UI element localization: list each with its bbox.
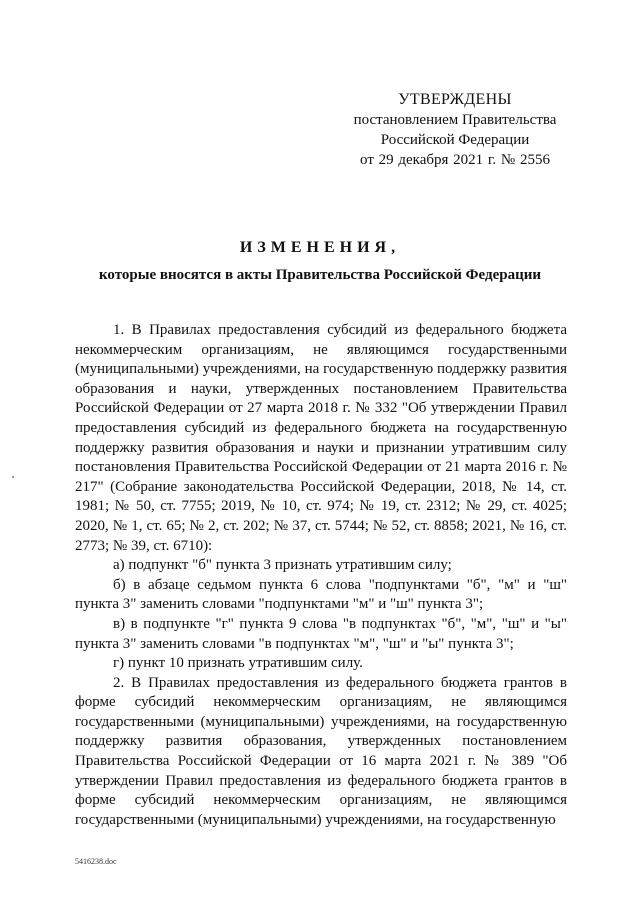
document-subtitle: которые вносятся в акты Правительства Российской Федерации (98, 267, 542, 283)
paragraph-2: 2. В Правилах предоставления из федерального бюджета грантов в форме субсидий некоммерческим организациям, не являющимся государственными (муниципальными) учреждениями, на государственную поддержку развития образования, утвержденных постановлением Правительства Российской Федерации от 16 марта 2021 г. № 389 "Об утверждении Правил предоставления из федерального бюджета грантов в форме субсидий некоммерческим организациям, не являющимся государственными (муниципальными) учреждениями, на государственную (75, 674, 567, 828)
approval-heading: УТВЕРЖДЕНЫ (398, 91, 512, 108)
paragraph-1-b: б) в абзаце седьмом пункта 6 слова "подпунктами "б", "м" и "ш" пункта 3" заменить словами "подпунктами "м" и "ш" пункта 3"; (75, 576, 567, 613)
approval-block (340, 90, 570, 170)
document-body (75, 321, 567, 830)
paragraph-1-g: г) пункт 10 признать утратившим силу. (113, 655, 363, 672)
document-title: ИЗМЕНЕНИЯ, (239, 239, 401, 256)
margin-mark (12, 476, 14, 478)
paragraph-1-a: а) подпункт "б" пункта 3 признать утратившим силу; (113, 557, 452, 574)
paragraph-1-v: в) в подпункте "г" пункта 9 слова "в подпунктах "б", "м", "ш" и "ы" пункта 3" заменить словами "в подпунктах "м", "ш" и "ы" пункта 3"; (75, 615, 567, 652)
approval-line-date: от 29 декабря 2021 г. № 2556 (360, 152, 550, 168)
approval-line-resolution: постановлением Правительства (353, 112, 557, 128)
approval-line-government: Российской Федерации (380, 132, 530, 148)
paragraph-1: 1. В Правилах предоставления субсидий из федерального бюджета некоммерческим организациям, не являющимся государственными (муниципальными) учреждениями, на государственную поддержку развития образования и науки, утвержденных постановлением Правительства Российской Федерации от 27 марта 2018 г. № 332 "Об утверждении Правил предоставления субсидий из федерального бюджета на государственную поддержку развития образования и науки и признании утратившим силу постановления Правительства Российской Федерации от 21 марта 2016 г. № 217" (Собрание законодательства Российской Федерации, 2018, № 14, ст. 1981; № 50, ст. 7755; 2019, № 10, ст. 974; № 19, ст. 2312; № 29, ст. 4025; 2020, № 1, ст. 65; № 2, ст. 202; № 37, ст. 5744; № 52, ст. 8858; 2021, № 16, ст. 2773; № 39, ст. 6710): (75, 322, 567, 554)
file-name-footer: 5416238.doc (75, 857, 117, 866)
